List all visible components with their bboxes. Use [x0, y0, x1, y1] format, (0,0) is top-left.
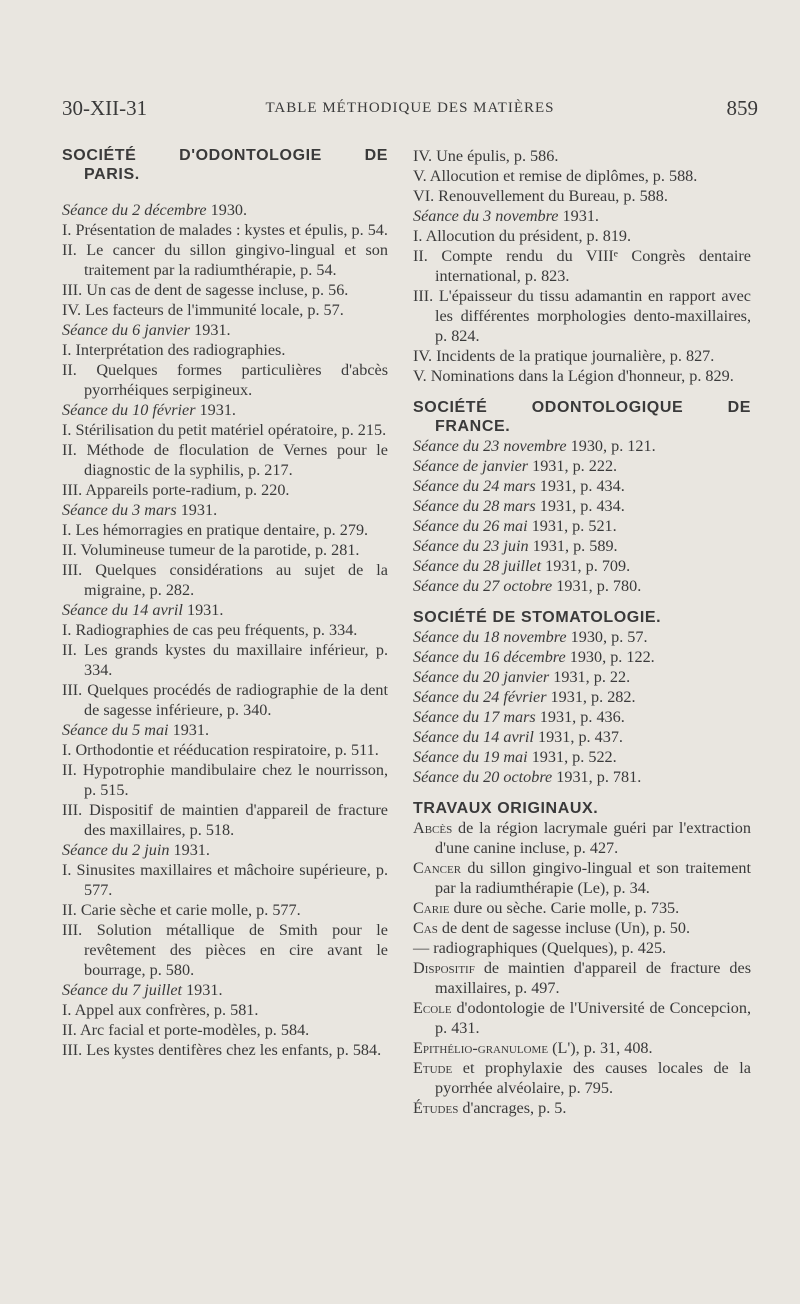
- index-entry: V. Nominations dans la Légion d'honneur, p. 829.: [413, 367, 734, 385]
- seance-reference: Séance du 23 juin 1931, p. 589.: [413, 537, 618, 555]
- index-entry: II. Compte rendu du VIIIᵉ Congrès dentaire international, p. 823.: [413, 247, 751, 285]
- seance-year: 1931.: [186, 981, 223, 999]
- index-entry: II. Volumineuse tumeur de la parotide, p. 281.: [62, 541, 360, 559]
- index-entry: I. Orthodontie et rééducation respiratoire, p. 511.: [62, 741, 379, 759]
- seance-year: 1931, p. 780.: [556, 577, 642, 595]
- index-entry: I. Interprétation des radiographies.: [62, 341, 286, 359]
- seance-reference: Séance du 28 mars 1931, p. 434.: [413, 497, 625, 515]
- seance-list: [62, 200, 388, 1060]
- index-entry: III. Dispositif de maintien d'appareil de fracture des maxillaires, p. 518.: [62, 801, 388, 839]
- seance-year: 1931, p. 222.: [532, 457, 618, 475]
- seance-year: 1931.: [562, 207, 599, 225]
- seance-november-block: [413, 206, 751, 386]
- seance-heading: Séance du 7 juillet 1931.: [62, 981, 223, 999]
- entry-headword: Études: [413, 1099, 459, 1117]
- seance-heading: Séance du 5 mai 1931.: [62, 721, 210, 739]
- seance-heading: Séance du 2 décembre 1930.: [62, 201, 248, 219]
- index-entry: II. Arc facial et porte-modèles, p. 584.: [62, 1021, 310, 1039]
- seance-year: 1930.: [210, 201, 248, 219]
- seance-heading: Séance du 14 avril 1931.: [62, 601, 224, 619]
- index-entry: III. Quelques procédés de radiographie de la dent de sagesse inférieure, p. 340.: [62, 681, 388, 719]
- odontologique-seance-list: [413, 436, 751, 596]
- seance-heading: Séance du 3 mars 1931.: [62, 501, 218, 519]
- index-entry: II. Le cancer du sillon gingivo-lingual et son traitement par la radiumthérapie, p. 54.: [62, 241, 388, 279]
- seance-year: 1931.: [173, 841, 210, 859]
- index-entry: III. Quelques considérations au sujet de la migraine, p. 282.: [62, 561, 388, 599]
- seance-reference: Séance du 16 décembre 1930, p. 122.: [413, 648, 655, 666]
- seance-reference: Séance du 20 janvier 1931, p. 22.: [413, 668, 631, 686]
- seance-reference: Séance du 28 juillet 1931, p. 709.: [413, 557, 631, 575]
- seance-year: 1931.: [199, 401, 236, 419]
- running-title: TABLE MÉTHODIQUE DES MATIÈRES: [265, 100, 555, 116]
- seance-heading: Séance du 6 janvier 1931.: [62, 321, 231, 339]
- index-entry: I. Les hémorragies en pratique dentaire, p. 279.: [62, 521, 369, 539]
- index-entry: I. Stérilisation du petit matériel opératoire, p. 215.: [62, 421, 387, 439]
- travaux-list: [413, 818, 751, 1118]
- travaux-entry: Dispositif de maintien d'appareil de fracture des maxillaires, p. 497.: [413, 959, 751, 997]
- travaux-entry: Cas de dent de sagesse incluse (Un), p. 50.: [413, 919, 691, 937]
- section-title-travaux: TRAVAUX ORIGINAUX.: [413, 800, 599, 817]
- travaux-entry: Epithélio-granulome (L'), p. 31, 408.: [413, 1039, 653, 1057]
- index-entry: II. Quelques formes particulières d'abcès pyorrhéiques serpigineux.: [62, 361, 388, 399]
- issue-date: 30-XII-31: [62, 96, 148, 120]
- section-title-stomatologie: SOCIÉTÉ DE STOMATOLOGIE.: [413, 609, 662, 626]
- seance-year: 1931, p. 781.: [556, 768, 642, 786]
- seance-year: 1930, p. 121.: [570, 437, 656, 455]
- index-entry: V. Allocution et remise de diplômes, p. 588.: [413, 167, 698, 185]
- seance-reference: Séance du 26 mai 1931, p. 521.: [413, 517, 617, 535]
- travaux-entry: Abcès de la région lacrymale guéri par l'extraction d'une canine incluse, p. 427.: [413, 819, 751, 857]
- seance-reference: Séance du 19 mai 1931, p. 522.: [413, 748, 617, 766]
- entry-headword: Epithélio-granulome: [413, 1039, 549, 1057]
- index-entry: III. Solution métallique de Smith pour le revêtement des pièces en cire avant le bourrage, p. 580.: [62, 921, 388, 979]
- continued-entries: [413, 146, 751, 206]
- seance-heading: Séance du 3 novembre 1931.: [413, 207, 599, 225]
- section-title-line: FRANCE.: [435, 418, 511, 435]
- seance-year: 1931.: [186, 601, 224, 619]
- index-entry: VI. Renouvellement du Bureau, p. 588.: [413, 187, 668, 205]
- entry-headword: Etude: [413, 1059, 453, 1077]
- page-number: 859: [726, 96, 758, 120]
- seance-reference: Séance du 18 novembre 1930, p. 57.: [413, 628, 648, 646]
- travaux-entry: Carie dure ou sèche. Carie molle, p. 735.: [413, 899, 680, 917]
- seance-year: 1931, p. 282.: [550, 688, 636, 706]
- index-entry: I. Allocution du président, p. 819.: [413, 227, 632, 245]
- right-column: [413, 146, 751, 1118]
- seance-year: 1930, p. 122.: [569, 648, 655, 666]
- entry-headword: Dispositif: [413, 959, 475, 977]
- index-entry: III. Appareils porte-radium, p. 220.: [62, 481, 290, 499]
- index-entry: IV. Les facteurs de l'immunité locale, p. 57.: [62, 301, 344, 319]
- travaux-entry: Cancer du sillon gingivo-lingual et son traitement par la radiumthérapie (Le), p. 34.: [413, 859, 751, 897]
- index-entry: II. Carie sèche et carie molle, p. 577.: [62, 901, 301, 919]
- seance-year: 1931, p. 709.: [545, 557, 631, 575]
- index-entry: II. Méthode de floculation de Vernes pour le diagnostic de la syphilis, p. 217.: [62, 441, 388, 479]
- seance-year: 1931, p. 437.: [537, 728, 623, 746]
- entry-headword: Ecole: [413, 999, 452, 1017]
- index-entry: IV. Incidents de la pratique journalière, p. 827.: [413, 347, 715, 365]
- travaux-entry: Ecole d'odontologie de l'Université de Concepcion, p. 431.: [413, 999, 751, 1037]
- travaux-entry: Études d'ancrages, p. 5.: [413, 1099, 567, 1117]
- seance-reference: Séance du 20 octobre 1931, p. 781.: [413, 768, 642, 786]
- page-header: [62, 96, 758, 122]
- seance-reference: Séance de janvier 1931, p. 222.: [413, 457, 618, 475]
- index-entry: III. Un cas de dent de sagesse incluse, p. 56.: [62, 281, 349, 299]
- index-entry: III. L'épaisseur du tissu adamantin en rapport avec les différentes morphologies dento-maxillaires, p. 824.: [413, 287, 751, 345]
- seance-year: 1931.: [180, 501, 218, 519]
- section-title-line: PARIS.: [84, 166, 140, 183]
- entry-headword: Cancer: [413, 859, 462, 877]
- index-entry: I. Appel aux confrères, p. 581.: [62, 1001, 259, 1019]
- index-entry: IV. Une épulis, p. 586.: [413, 147, 559, 165]
- seance-heading: Séance du 2 juin 1931.: [62, 841, 210, 859]
- seance-reference: Séance du 24 février 1931, p. 282.: [413, 688, 636, 706]
- entry-headword: Cas: [413, 919, 438, 937]
- seance-year: 1931, p. 522.: [531, 748, 617, 766]
- section-title-odontologie-paris: [62, 146, 388, 184]
- section-title-line: SOCIÉTÉ D'ODONTOLOGIE DE: [62, 147, 388, 164]
- seance-reference: Séance du 24 mars 1931, p. 434.: [413, 477, 625, 495]
- section-title-line: SOCIÉTÉ ODONTOLOGIQUE DE: [413, 399, 751, 416]
- travaux-entry: — radiographiques (Quelques), p. 425.: [413, 939, 667, 957]
- seance-reference: Séance du 23 novembre 1930, p. 121.: [413, 437, 656, 455]
- travaux-entry: Etude et prophylaxie des causes locales de la pyorrhée alvéolaire, p. 795.: [413, 1059, 751, 1097]
- seance-reference: Séance du 14 avril 1931, p. 437.: [413, 728, 623, 746]
- index-entry: I. Radiographies de cas peu fréquents, p. 334.: [62, 621, 358, 639]
- left-column: [62, 146, 388, 1060]
- seance-year: 1930, p. 57.: [570, 628, 648, 646]
- seance-year: 1931, p. 589.: [532, 537, 618, 555]
- section-title-odontologique-france: [413, 398, 751, 436]
- index-entry: II. Les grands kystes du maxillaire inférieur, p. 334.: [62, 641, 388, 679]
- index-entry: I. Sinusites maxillaires et mâchoire supérieure, p. 577.: [62, 861, 388, 899]
- seance-reference: Séance du 27 octobre 1931, p. 780.: [413, 577, 642, 595]
- seance-year: 1931, p. 521.: [531, 517, 617, 535]
- seance-year: 1931, p. 434.: [539, 497, 625, 515]
- index-entry: II. Hypotrophie mandibulaire chez le nourrisson, p. 515.: [62, 761, 388, 799]
- seance-heading: Séance du 10 février 1931.: [62, 401, 236, 419]
- seance-year: 1931, p. 434.: [539, 477, 625, 495]
- entry-headword: Abcès: [413, 819, 453, 837]
- index-entry: III. Les kystes dentifères chez les enfants, p. 584.: [62, 1041, 382, 1059]
- seance-year: 1931, p. 22.: [553, 668, 631, 686]
- seance-reference: Séance du 17 mars 1931, p. 436.: [413, 708, 625, 726]
- entry-headword: Carie: [413, 899, 450, 917]
- seance-year: 1931.: [194, 321, 231, 339]
- index-entry: I. Présentation de malades : kystes et épulis, p. 54.: [62, 221, 388, 239]
- seance-year: 1931, p. 436.: [539, 708, 625, 726]
- seance-year: 1931.: [172, 721, 210, 739]
- stomatologie-seance-list: [413, 627, 751, 787]
